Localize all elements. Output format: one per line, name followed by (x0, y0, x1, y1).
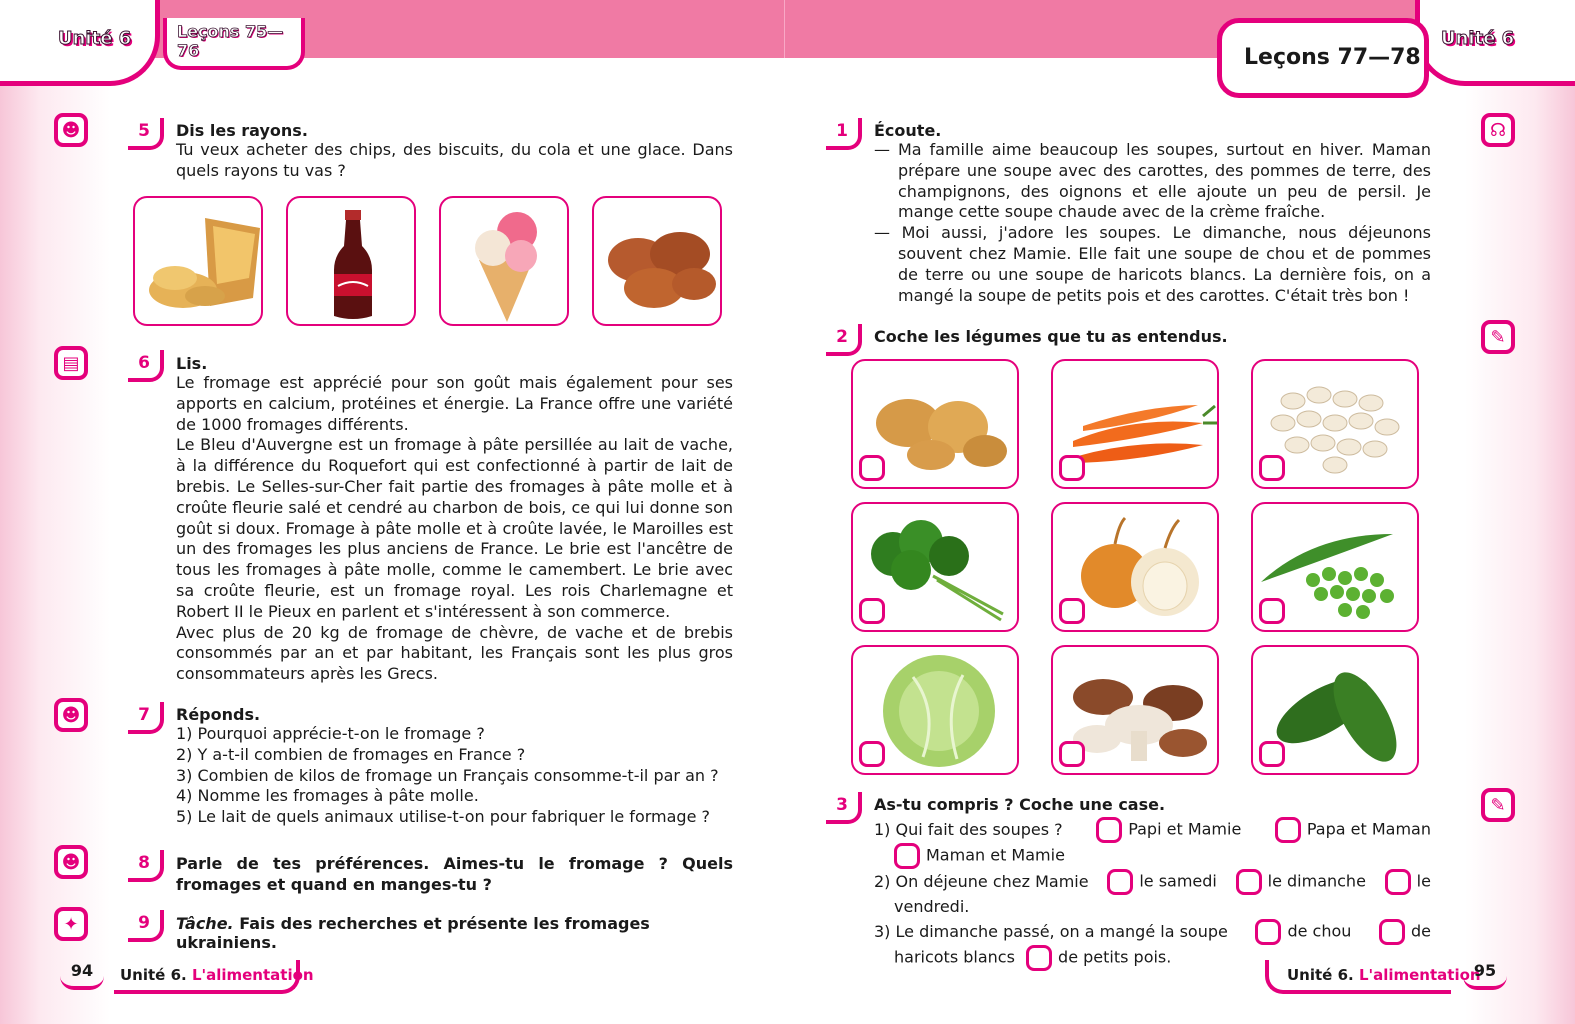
vegetable-card-cucumbers[interactable] (1251, 645, 1419, 775)
page-number: 95 (1463, 960, 1507, 990)
task-text: Fais des recherches et présente les fromages ukrainiens. (176, 914, 650, 952)
chips-image (133, 196, 263, 326)
exercise-title: Écoute. (874, 121, 942, 140)
answer-checkbox[interactable] (1275, 817, 1301, 843)
question-row (874, 895, 1431, 919)
exercise-text: Tu veux acheter des chips, des biscuits, du cola et une glace. Dans quels rayons tu vas ? (176, 140, 733, 180)
vegetable-card-parsley[interactable] (851, 502, 1019, 632)
footer-unit: Unité 6. (1287, 966, 1354, 984)
reading-paragraph: Le Bleu d'Auvergne est un fromage à pâte persillée au lait de vache, à la différence du Roquefort qui est confectionné à partir de lait de brebis. Le Selles-sur-Cher fait partie des fromages à pâte molle et à croûte fleurie salé et cendré au charbon de bois, ce qui lui donne son goût si doux. Fromage à pâte molle et à croûte lavée, le Maroilles est un des fromages les plus anciens de France. Le brie est l'ancêtre de tous les fromages à pâte molle, comme le camembert. Le brie avec sa croûte fleurie, est un fromage royal. Les rois Charlemagne et Robert II le Pieux en parlent et s'intéressent à son commerce. (176, 435, 733, 621)
answer-label: Papi et Mamie (1128, 819, 1242, 839)
answer-checkbox[interactable] (1255, 919, 1281, 945)
vegetable-card-cabbage[interactable] (851, 645, 1019, 775)
exercise-2 (874, 327, 1431, 346)
question: 5) Le lait de quels animaux utilise-t-on pour fabriquer le formage ? (176, 807, 710, 827)
headphones-icon: ☊ (1481, 113, 1515, 147)
dialogue-line: — Moi aussi, j'adore les soupes. Le dimanche, nous déjeunons souvent chez Mamie. Elle fait une soupe de chou et de pommes de terre ou une soupe de haricots blancs. La dernière fois, on a mangé la soupe de petits pois et des carottes. C'était très bon ! (874, 223, 1431, 305)
dialogue-line: — Ma famille aime beaucoup les soupes, surtout en hiver. Maman prépare une soupe avec des carottes, des pommes de terre, des champignons, des oignons et elle ajoute un peu de persil. Je mange cette soupe chaude avec de la crème fraîche. (874, 140, 1431, 222)
vegetable-card-potatoes[interactable] (851, 359, 1019, 489)
exercise-number: 6 (128, 350, 164, 382)
vegetable-checkbox[interactable] (859, 741, 885, 767)
exercise-number: 3 (826, 792, 862, 824)
answer-label: Papa et Maman (1306, 819, 1431, 839)
lessons-badge: Leçons 75—76 (163, 18, 305, 70)
exercise-number: 9 (128, 910, 164, 942)
exercise-title: Coche les légumes que tu as entendus. (874, 327, 1228, 346)
cookies-icon (594, 198, 722, 326)
question-list (176, 724, 733, 828)
answer-checkbox[interactable] (1096, 817, 1122, 843)
exercise-title (176, 914, 733, 952)
speaking-icon: ☻ (54, 845, 88, 879)
question-row (874, 919, 1431, 945)
vegetable-checkbox[interactable] (1259, 598, 1285, 624)
exercise-5 (176, 121, 733, 182)
answer-label: haricots blancs (894, 947, 1015, 967)
page-number: 94 (60, 960, 104, 990)
answer-label: Maman et Mamie (926, 845, 1065, 865)
exercise-title: Parle de tes préférences. Aimes-tu le fromage ? Quels fromages et quand en manges-tu ? (176, 854, 733, 894)
question-text: 1) Qui fait des soupes ? (874, 820, 1063, 839)
vegetable-card-mushrooms[interactable] (1051, 645, 1219, 775)
ice-cream-image (439, 196, 569, 326)
vegetable-card-beans[interactable] (1251, 359, 1419, 489)
answer-label: de petits pois. (1058, 947, 1172, 967)
answer-checkbox[interactable] (1107, 869, 1133, 895)
ice-cream-icon (441, 198, 569, 326)
exercise-number: 7 (128, 702, 164, 734)
reading-icon: ▤ (54, 346, 88, 380)
cola-bottle-icon (288, 198, 416, 326)
answer-label: le (1416, 871, 1431, 891)
footer-title (1265, 960, 1481, 994)
exercise-title: Dis les rayons. (176, 121, 308, 140)
answer-checkbox[interactable] (1379, 919, 1405, 945)
vegetable-card-peas[interactable] (1251, 502, 1419, 632)
footer-title (114, 960, 314, 994)
question-row (874, 843, 1431, 869)
unit-badge: Unité 6 (58, 28, 132, 49)
exercise-9 (176, 914, 733, 952)
reading-paragraph: Avec plus de 20 kg de fromage de chèvre, de vache et de brebis consommés par an et par habitant, les Français sont les plus gros consommateurs après les Grecs. (176, 622, 733, 684)
answer-label: vendredi. (894, 897, 970, 916)
question: 3) Combien de kilos de fromage un Français consomme-t-il par an ? (176, 765, 719, 785)
vegetable-checkbox[interactable] (1259, 741, 1285, 767)
exercise-number: 1 (826, 118, 862, 150)
exercise-number: 8 (128, 850, 164, 882)
task-label: Tâche. (176, 914, 234, 933)
cola-image (286, 196, 416, 326)
speaking-icon: ☻ (54, 698, 88, 732)
answer-label: de chou (1287, 921, 1352, 941)
speaking-icon: ☻ (54, 113, 88, 147)
lessons-badge: Leçons 77—78 (1217, 18, 1429, 98)
left-page (0, 0, 785, 1024)
answer-checkbox[interactable] (894, 843, 920, 869)
exercise-3 (874, 795, 1431, 971)
exercise-number: 5 (128, 118, 164, 150)
answer-checkbox[interactable] (1385, 869, 1411, 895)
vegetable-checkbox[interactable] (859, 598, 885, 624)
question: 1) Pourquoi apprécie-t-on le fromage ? (176, 724, 485, 743)
vegetable-checkbox[interactable] (1059, 455, 1085, 481)
vegetable-checkbox[interactable] (1259, 455, 1285, 481)
answer-label: de (1410, 921, 1431, 941)
vegetable-checkbox[interactable] (1059, 598, 1085, 624)
right-page (785, 0, 1575, 1024)
puzzle-icon: ✦ (54, 907, 88, 941)
vegetable-checkbox[interactable] (1059, 741, 1085, 767)
question: 2) Y a-t-il combien de fromages en France ? (176, 744, 526, 764)
exercise-6 (176, 354, 733, 685)
cookies-image (592, 196, 722, 326)
footer-topic: L'alimentation (191, 966, 314, 984)
question-row (874, 869, 1431, 895)
reading-paragraph: Le fromage est apprécié pour son goût mais également pour ses apports en calcium, protéines et énergie. La France offre une variété de 1000 fromages différents. (176, 373, 733, 434)
answer-label: le samedi (1139, 871, 1217, 891)
vegetable-checkbox[interactable] (859, 455, 885, 481)
vegetable-card-onions[interactable] (1051, 502, 1219, 632)
exercise-8 (176, 853, 733, 895)
answer-checkbox[interactable] (1026, 945, 1052, 971)
unit-badge: Unité 6 (1441, 28, 1515, 49)
question-text: 2) On déjeune chez Mamie (874, 872, 1089, 891)
question-text: 3) Le dimanche passé, on a mangé la soupe (874, 922, 1228, 941)
question-row (874, 817, 1431, 843)
exercise-title: Lis. (176, 354, 208, 373)
exercise-number: 2 (826, 324, 862, 356)
exercise-title: Réponds. (176, 705, 261, 724)
pencil-icon: ✎ (1481, 788, 1515, 822)
pencil-icon: ✎ (1481, 320, 1515, 354)
answer-checkbox[interactable] (1236, 869, 1262, 895)
exercise-title: As-tu compris ? Coche une case. (874, 795, 1166, 814)
footer-unit: Unité 6. (120, 966, 187, 984)
answer-label: le dimanche (1267, 871, 1366, 891)
chips-bag-icon (135, 198, 263, 326)
question: 4) Nomme les fromages à pâte molle. (176, 786, 479, 806)
vegetable-card-carrots[interactable] (1051, 359, 1219, 489)
exercise-7 (176, 705, 733, 828)
footer-topic: L'alimentation (1358, 966, 1481, 984)
exercise-1 (874, 121, 1431, 306)
